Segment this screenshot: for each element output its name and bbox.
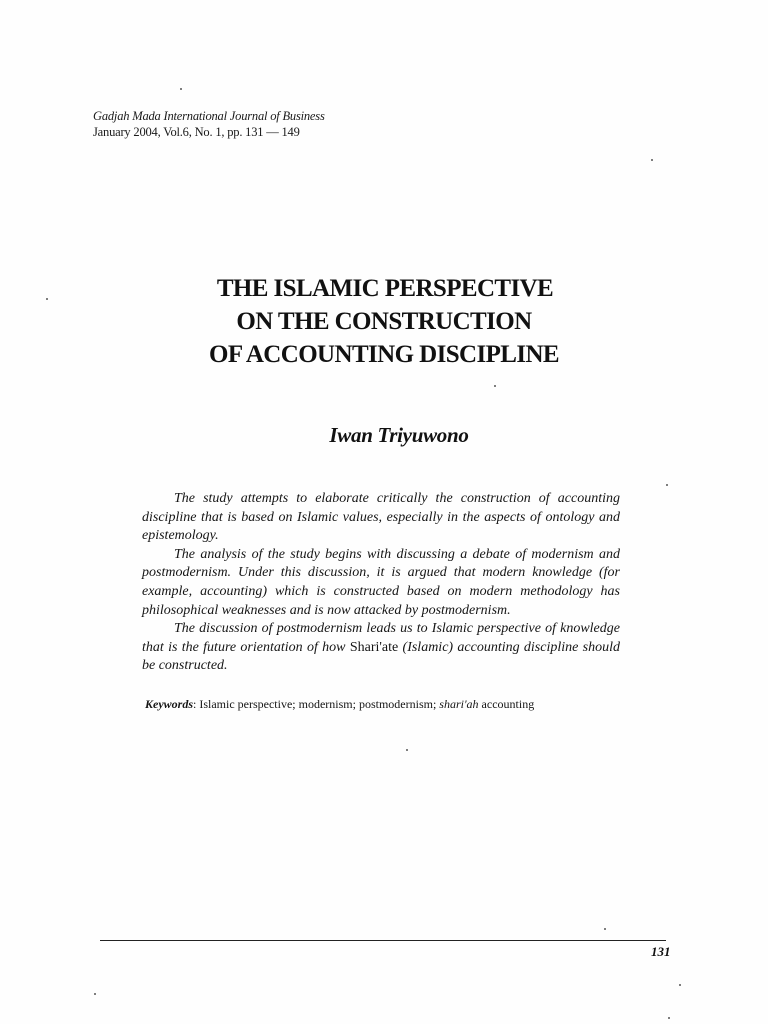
abstract-paragraph-3-end: (Islamic) accounting discipline should be constructed.	[142, 639, 620, 674]
scan-speck	[668, 1017, 670, 1019]
page-number: 131	[651, 944, 671, 959]
author-name: Iwan Triyuwono	[329, 423, 469, 447]
journal-header	[93, 108, 325, 140]
abstract-paragraph-3-start: The discussion of postmodernism leads us to Islamic perspective of knowledge that is the future orientation of how	[142, 621, 620, 655]
journal-issue: January 2004, Vol.6, No. 1, pp. 131 — 149	[93, 125, 300, 139]
scan-speck	[494, 385, 496, 387]
keywords-colon: :	[193, 697, 200, 711]
keywords	[145, 697, 534, 712]
journal-name: Gadjah Mada International Journal of Business	[93, 109, 325, 123]
keywords-italic-term: shari'ah	[439, 697, 479, 711]
scan-speck	[46, 298, 48, 300]
scan-speck	[180, 88, 182, 90]
scan-speck	[651, 159, 653, 161]
abstract-paragraph-2: The analysis of the study begins with discussing a debate of modernism and postmodernism. Under this discussion, it is argued that modern knowledge (for example, accounting) which is constructed based on modern methodology has philosophical weaknesses and is now attacked by postmodernism.	[142, 546, 620, 618]
footer-rule	[100, 940, 666, 941]
abstract-paragraph-1: The study attempts to elaborate critically the construction of accounting discipline that is based on Islamic values, especially in the aspects of ontology and epistemology.	[142, 491, 620, 544]
scan-speck	[604, 928, 606, 930]
paper-title	[0, 272, 768, 371]
keywords-terms: Islamic perspective; modernism; postmodernism;	[199, 697, 440, 711]
shariate-term: Shari'ate	[349, 639, 399, 655]
keywords-label: Keywords	[145, 697, 193, 711]
title-line-2: ON THE CONSTRUCTION	[236, 308, 532, 335]
scan-speck	[94, 993, 96, 995]
scan-speck	[666, 484, 668, 486]
title-line-1: THE ISLAMIC PERSPECTIVE	[216, 275, 554, 302]
title-line-3: OF ACCOUNTING DISCIPLINE	[208, 341, 559, 368]
abstract-paragraph-3	[142, 620, 620, 676]
scan-speck	[679, 984, 681, 986]
scan-speck	[406, 749, 408, 751]
keywords-last-term: accounting	[478, 697, 535, 711]
abstract	[142, 490, 620, 676]
